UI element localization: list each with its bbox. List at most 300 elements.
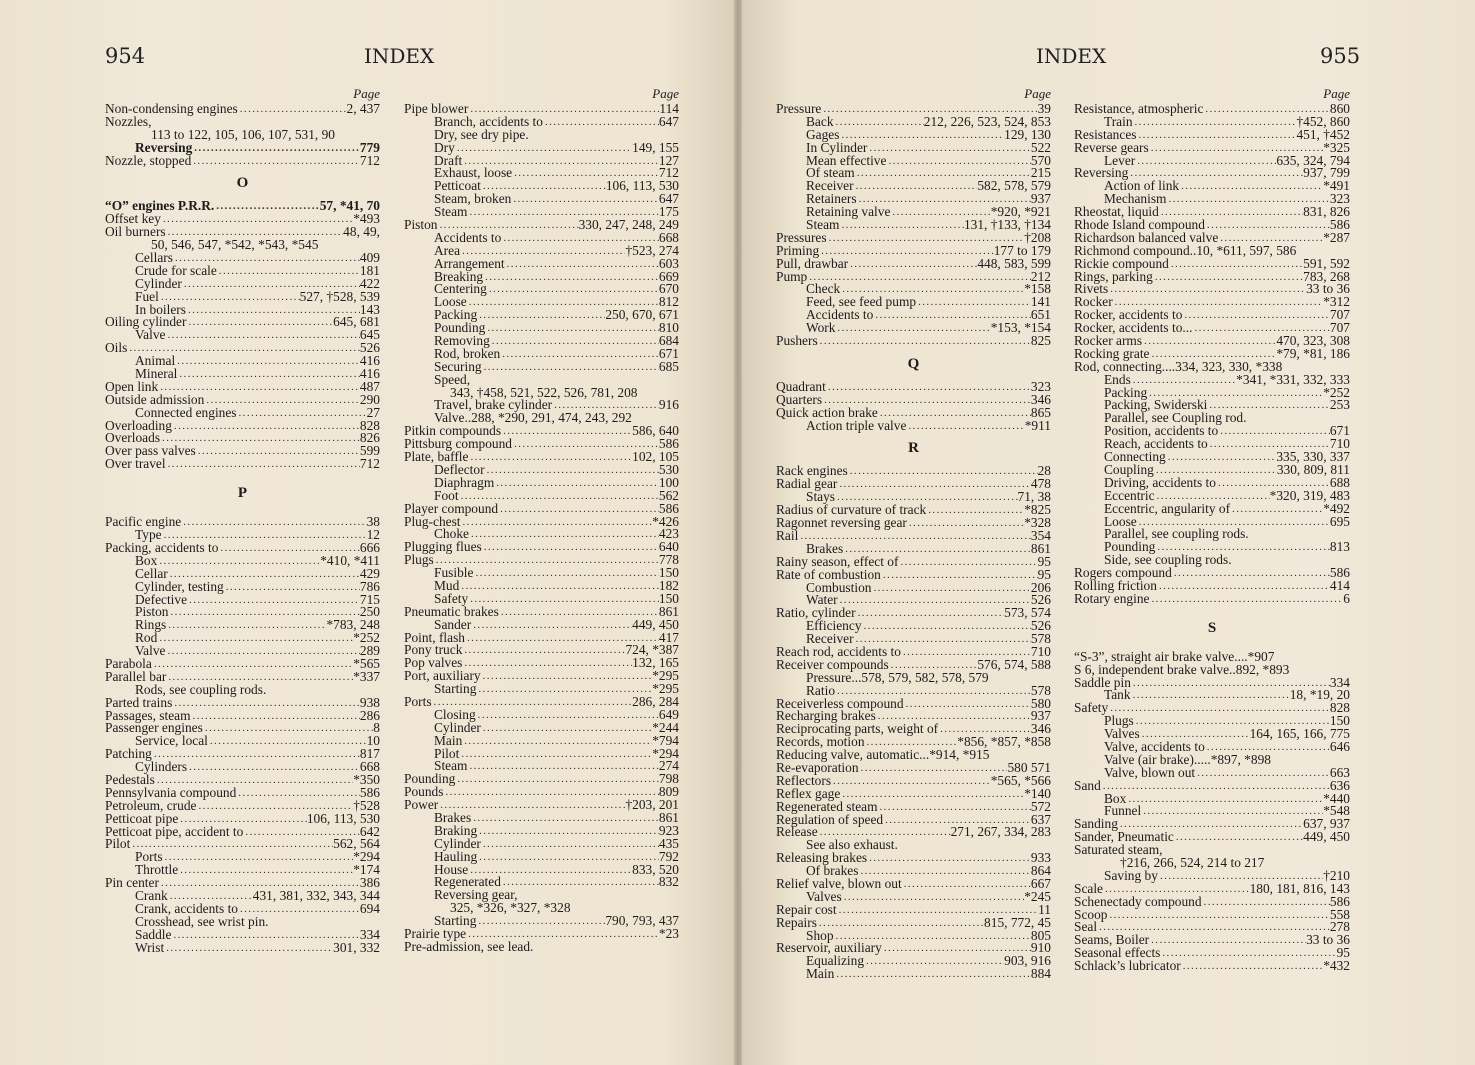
entry-term: Rotary engine: [1074, 590, 1150, 606]
entry-pages: *426: [652, 513, 679, 529]
dot-leader: [477, 309, 605, 322]
index-entry: [404, 773, 679, 786]
entry-pages: 182: [658, 577, 679, 593]
entry-pages: 582, 578, 579: [977, 178, 1051, 194]
dot-leader: [902, 878, 1031, 891]
dot-leader: [481, 670, 653, 683]
entry-term: Cylinder: [434, 719, 481, 735]
dot-leader: [834, 116, 924, 129]
entry-pages: 177 to 179: [993, 242, 1051, 258]
index-entry: [105, 329, 380, 342]
dot-leader: [490, 335, 659, 348]
entry-term: Foot: [434, 487, 459, 503]
dot-leader: [1218, 425, 1330, 438]
entry-pages: 884: [1030, 966, 1051, 982]
entry-term: Side, see coupling rods.: [1104, 552, 1232, 568]
index-entry: [776, 255, 1051, 271]
entry-term: Rod, broken: [434, 345, 501, 361]
entry-term: Funnel: [1104, 803, 1142, 819]
entry-pages: 578: [1030, 682, 1051, 698]
entry-term: Packing: [434, 307, 478, 323]
dot-leader: [831, 775, 991, 788]
entry-term: Relief valve, blown out: [776, 875, 902, 891]
entry-pages: 278: [1329, 919, 1350, 935]
entry-term: Defective: [135, 591, 188, 607]
dot-leader: [1157, 580, 1330, 593]
dot-leader: [175, 355, 360, 368]
entry-pages: *320, 319, 483: [1269, 487, 1350, 503]
section-letter: Q: [907, 355, 920, 372]
entry-pages: 712: [658, 165, 679, 181]
dot-leader: [1101, 780, 1330, 793]
entry-term: Eccentric: [1104, 487, 1155, 503]
entry-term: “O” engines P.R.R.: [105, 198, 215, 214]
entry-term: Rocker, accidents to...: [1074, 320, 1193, 336]
entry-term: Valve..288, *290, 291, 474, 243, 292: [434, 410, 632, 426]
entry-term: Rod: [135, 630, 158, 646]
entry-term: Cylinder: [135, 275, 182, 291]
dot-leader: [236, 787, 360, 800]
entry-pages: *493: [353, 211, 380, 227]
entry-pages: †523, 274: [625, 242, 679, 258]
entry-pages: 95: [1037, 566, 1051, 582]
dot-leader: [461, 516, 653, 529]
dot-leader: [500, 348, 659, 361]
index-entry: [1074, 283, 1350, 296]
entry-term: Rhode Island compound: [1074, 217, 1205, 233]
entry-term: Regulation of speed: [776, 811, 884, 827]
dot-leader: [818, 335, 1031, 348]
index-entry: [105, 939, 380, 955]
entry-term: Rheostat, liquid: [1074, 204, 1159, 220]
entry-pages: 938: [359, 694, 380, 710]
entry-term: Wrist: [135, 939, 165, 955]
entry-term: Rod, connecting....334, 323, 330, *338: [1074, 358, 1283, 374]
entry-term: Brakes: [434, 809, 472, 825]
entry-pages: 180, 181, 816, 143: [1249, 880, 1350, 896]
entry-term: Petroleum, crude: [105, 797, 197, 813]
entry-pages: 826: [359, 430, 380, 446]
entry-term: Water: [806, 592, 838, 608]
index-entry: [1074, 689, 1350, 702]
entry-pages: 527, †528, 539: [299, 288, 380, 304]
dot-leader: [469, 528, 659, 541]
dot-leader: [455, 773, 659, 786]
entry-term: Valve (air brake).....*897, *898: [1104, 751, 1271, 767]
dot-leader: [1108, 283, 1306, 296]
entry-pages: 580 571: [1007, 759, 1051, 775]
entry-pages: *295: [652, 668, 679, 684]
entry-pages: 640: [658, 539, 679, 555]
dot-leader: [498, 503, 659, 516]
entry-term: Action of link: [1104, 178, 1180, 194]
entry-term: Schenectady compound: [1074, 893, 1202, 909]
entry-term: Over pass valves: [105, 443, 196, 459]
entry-pages: *23: [658, 926, 679, 941]
entry-term: Ports: [404, 693, 432, 709]
dot-leader: [867, 142, 1031, 155]
entry-term: Position, accidents to: [1104, 423, 1219, 439]
entry-pages: 448, 583, 599: [977, 255, 1051, 271]
dot-leader: [898, 556, 1037, 569]
entry-pages: 12: [366, 527, 380, 543]
section-letter: P: [237, 485, 248, 502]
entry-term: House: [434, 861, 469, 877]
entry-term: Point, flash: [404, 629, 466, 645]
entry-pages: *410, *411: [320, 552, 380, 568]
entry-pages: 667: [1030, 875, 1051, 891]
entry-term: Tank: [1104, 687, 1131, 703]
entry-term: Ends: [1104, 371, 1131, 387]
entry-term: Valve: [135, 643, 166, 659]
entry-term: Reflectors: [776, 772, 832, 788]
section-letter: O: [236, 175, 249, 192]
entry-pages: 671: [1329, 423, 1350, 439]
entry-pages: 449, 450: [632, 616, 679, 632]
index-entry: [776, 417, 1051, 433]
dot-leader: [187, 761, 360, 774]
entry-pages: 150: [658, 590, 679, 606]
index-entry: [105, 152, 380, 168]
dot-leader: [471, 619, 632, 632]
section-letter: R: [908, 440, 919, 457]
dot-leader: [511, 193, 659, 206]
dot-leader: [886, 155, 1030, 168]
entry-pages: †210: [1323, 867, 1350, 883]
entry-term: Radius of curvature of track: [776, 502, 927, 518]
entry-pages: 668: [359, 759, 380, 775]
entry-term: Starting: [434, 913, 477, 929]
entry-term: Regenerated steam: [776, 798, 878, 814]
entry-term: Removing: [434, 333, 490, 349]
entry-pages: 48, 49,: [343, 224, 380, 240]
entry-term: Seams, Boiler: [1074, 932, 1150, 948]
entry-pages: 910: [1030, 940, 1051, 956]
entry-term: Crank, accidents to: [135, 900, 238, 916]
dot-leader: [837, 478, 1031, 491]
entry-term: Throttle: [135, 862, 179, 878]
entry-term: Coupling: [1104, 461, 1154, 477]
dot-leader: [485, 322, 659, 335]
dot-leader: [214, 200, 319, 213]
dot-leader: [871, 582, 1030, 595]
entry-term: Animal: [135, 353, 176, 369]
entry-term: Patching: [105, 746, 152, 762]
dot-leader: [1181, 960, 1323, 973]
entry-pages: 423: [658, 526, 679, 542]
entry-term: Reversing: [135, 139, 193, 155]
entry-term: Train: [1104, 113, 1133, 129]
entry-pages: 129, 130: [1004, 126, 1051, 142]
entry-pages: 809: [658, 784, 679, 800]
entry-pages: 346: [1030, 391, 1051, 407]
entry-term: Pittsburg compound: [404, 436, 513, 452]
dot-leader: [485, 464, 659, 477]
dot-leader: [916, 296, 1031, 309]
entry-term: Steam: [434, 204, 468, 220]
entry-pages: 635, 324, 794: [1276, 152, 1350, 168]
entry-term: Fuel: [135, 288, 159, 304]
index-entry: [776, 968, 1051, 981]
entry-term: Dry, see dry pipe.: [434, 126, 529, 142]
entry-pages: 599: [359, 443, 380, 459]
dot-leader: [468, 451, 632, 464]
entry-term: 113 to 122, 105, 106, 107, 531, 90: [151, 126, 335, 142]
dot-leader: [1195, 767, 1330, 780]
entry-term: Rocker arms: [1074, 333, 1143, 349]
entry-term: Recharging brakes: [776, 708, 876, 724]
dot-leader: [483, 271, 659, 284]
dot-leader: [462, 644, 625, 657]
entry-pages: 416: [359, 353, 380, 369]
entry-term: Box: [135, 552, 158, 568]
entry-term: Rocker: [1074, 294, 1113, 310]
entry-term: Saddle: [135, 926, 172, 942]
entry-term: Valve, blown out: [1104, 764, 1196, 780]
entry-term: Receiver compounds: [776, 656, 889, 672]
dot-leader: [172, 697, 360, 710]
entry-pages: 131, †133, †134: [963, 217, 1051, 233]
dot-leader: [224, 581, 360, 594]
entry-pages: 478: [1030, 476, 1051, 492]
entry-term: Releasing brakes: [776, 850, 868, 866]
entry-term: Sander: [434, 616, 472, 632]
entry-term: Prairie type: [404, 926, 467, 941]
entry-term: Receiver: [806, 178, 854, 194]
entry-term: Cylinder: [434, 835, 481, 851]
entry-pages: 573, 574: [1004, 605, 1051, 621]
entry-pages: 334: [1329, 674, 1350, 690]
entry-pages: 810: [658, 320, 679, 336]
entry-pages: 646: [1329, 738, 1350, 754]
entry-pages: 290: [359, 391, 380, 407]
entry-term: In boilers: [135, 301, 186, 317]
entry-pages: 33 to 36: [1306, 932, 1350, 948]
entry-pages: *245: [1024, 888, 1051, 904]
entry-term: Travel, brake cylinder: [434, 397, 553, 413]
entry-pages: †203, 201: [625, 797, 679, 813]
entry-pages: 710: [1329, 436, 1350, 452]
running-head: INDEX: [364, 44, 435, 68]
entry-term: Mean effective: [806, 152, 887, 168]
entry-pages: 417: [658, 629, 679, 645]
entry-term: Receiver: [806, 631, 854, 647]
dot-leader: [1169, 258, 1303, 271]
dot-leader: [172, 420, 360, 433]
entry-pages: 831, 826: [1303, 204, 1350, 220]
dot-leader: [462, 735, 652, 748]
entry-term: Pilot: [434, 745, 460, 761]
entry-pages: 576, 574, 588: [977, 656, 1051, 672]
entry-term: Plate, baffle: [404, 449, 469, 465]
entry-pages: †528: [353, 797, 380, 813]
entry-term: Pilot: [105, 836, 131, 852]
dot-leader: [166, 619, 326, 632]
index-column: [404, 88, 679, 954]
entry-pages: 828: [359, 417, 380, 433]
entry-pages: *350: [353, 771, 380, 787]
entry-pages: 712: [359, 152, 380, 168]
entry-pages: 334: [359, 926, 380, 942]
entry-pages: 580: [1030, 695, 1051, 711]
entry-pages: 805: [1030, 927, 1051, 943]
dot-leader: [462, 657, 632, 670]
entry-term: Pressure...578, 579, 582, 578, 579: [806, 669, 989, 685]
entry-term: Starting: [434, 681, 477, 697]
entry-pages: 707: [1329, 320, 1350, 336]
entry-pages: *294: [353, 849, 380, 865]
dot-leader: [459, 580, 659, 593]
entry-term: Quick action brake: [776, 404, 878, 420]
entry-pages: 860: [1329, 101, 1350, 116]
dot-leader: [834, 968, 1031, 981]
entry-term: Reach, accidents to: [1104, 436, 1208, 452]
entry-term: Area: [434, 242, 461, 258]
entry-term: Accidents to: [434, 229, 502, 245]
entry-pages: 815, 772, 45: [984, 914, 1051, 930]
entry-pages: 586: [1329, 893, 1350, 909]
page-number: 955: [1320, 44, 1361, 68]
entry-pages: *325: [1323, 139, 1350, 155]
entry-pages: 937, 799: [1303, 165, 1350, 181]
entry-pages: 114: [659, 101, 679, 116]
entry-pages: †452, 860: [1296, 113, 1350, 129]
dot-leader: [501, 425, 632, 438]
entry-term: Branch, accidents to: [434, 113, 543, 129]
dot-leader: [186, 316, 333, 329]
dot-leader: [505, 258, 659, 271]
dot-leader: [1153, 271, 1303, 284]
entry-term: Connected engines: [135, 404, 237, 420]
entry-pages: 286: [359, 707, 380, 723]
entry-term: Rocking grate: [1074, 345, 1150, 361]
dot-leader: [187, 594, 360, 607]
entry-pages: 431, 381, 332, 343, 344: [252, 887, 380, 903]
entry-pages: 645: [359, 327, 380, 343]
entry-pages: 102, 105: [632, 449, 679, 465]
dot-leader: [177, 368, 360, 381]
entry-term: Nozzles,: [105, 113, 152, 129]
entry-term: S 6, independent brake valve..892, *893: [1074, 661, 1290, 677]
entry-term: Steam: [806, 217, 840, 233]
dot-leader: [1166, 451, 1277, 464]
dot-leader: [864, 955, 1004, 968]
entry-term: Oils: [105, 340, 128, 356]
entry-pages: 8: [373, 720, 380, 736]
entry-term: Ratio: [806, 682, 836, 698]
entry-term: Release: [776, 824, 818, 840]
entry-term: Rickie compound: [1074, 255, 1169, 271]
dot-leader: [862, 620, 1031, 633]
dot-leader: [476, 915, 605, 928]
entry-pages: 11: [1038, 901, 1051, 917]
dot-leader: [1126, 793, 1323, 806]
entry-pages: 522: [1030, 139, 1051, 155]
entry-pages: 132, 165: [632, 655, 679, 671]
entry-pages: *294: [652, 745, 679, 761]
dot-leader: [1202, 896, 1330, 909]
entry-term: Reverse gears: [1074, 139, 1149, 155]
entry-pages: *341, *331, 332, 333: [1236, 371, 1350, 387]
entry-pages: 586: [658, 500, 679, 516]
entry-pages: 39: [1037, 101, 1051, 116]
entry-term: Radial gear: [776, 476, 838, 492]
entry-term: Pedestals: [105, 771, 155, 787]
entry-pages: 330, 809, 811: [1276, 461, 1350, 477]
entry-term: Schlack’s lubricator: [1074, 958, 1181, 974]
entry-pages: 923: [658, 822, 679, 838]
entry-pages: *491: [1323, 178, 1350, 194]
entry-term: Pressures: [776, 229, 827, 245]
dot-leader: [501, 876, 659, 889]
index-column: [105, 88, 380, 954]
entry-term: “S-3”, straight air brake valve....*907: [1074, 648, 1275, 664]
entry-term: Rate of combustion: [776, 566, 881, 582]
entry-pages: *492: [1323, 500, 1350, 516]
entry-pages: 647: [658, 191, 679, 207]
entry-pages: *158: [1024, 281, 1051, 297]
entry-term: Overloading: [105, 417, 172, 433]
entry-term: Type: [135, 527, 162, 543]
entry-term: Reach rod, accidents to: [776, 643, 901, 659]
dot-leader: [1179, 180, 1323, 193]
index-entry: [105, 458, 380, 471]
entry-pages: 671: [658, 345, 679, 361]
dot-leader: [467, 760, 658, 773]
index-entry: [1074, 960, 1350, 973]
entry-pages: 792: [658, 848, 679, 864]
entry-term: Cellar: [135, 565, 168, 581]
entry-pages: 712: [359, 456, 380, 472]
entry-term: Open link: [105, 378, 159, 394]
dot-leader: [842, 891, 1025, 904]
entry-term: Sander, Pneumatic: [1074, 829, 1174, 845]
entry-pages: 346: [1030, 721, 1051, 737]
dot-leader: [859, 762, 1008, 775]
entry-pages: 487: [359, 378, 380, 394]
entry-term: Closing: [434, 706, 476, 722]
right-page: [738, 0, 1475, 1065]
entry-pages: 95: [1336, 945, 1350, 961]
entry-term: Pre-admission, see lead.: [404, 938, 534, 954]
entry-term: Quarters: [776, 391, 823, 407]
entry-pages: *244: [652, 719, 679, 735]
entry-pages: *911: [1024, 417, 1051, 433]
entry-term: Lever: [1104, 152, 1136, 168]
entry-pages: 663: [1329, 764, 1350, 780]
dot-leader: [1182, 309, 1330, 322]
dot-leader: [1149, 934, 1306, 947]
entry-pages: 903, 916: [1004, 953, 1051, 969]
entry-term: Quadrant: [776, 378, 826, 394]
dot-leader: [867, 852, 1031, 865]
entry-term: Exhaust, loose: [434, 165, 513, 181]
dot-leader: [838, 594, 1031, 607]
entry-term: Feed, see feed pump: [806, 294, 917, 310]
entry-pages: 10: [366, 733, 380, 749]
entry-term: Driving, accidents to: [1104, 474, 1216, 490]
entry-pages: 175: [658, 204, 679, 220]
entry-term: Rogers compound: [1074, 565, 1172, 581]
entry-pages: 833, 520: [632, 861, 679, 877]
entry-pages: 215: [1030, 165, 1051, 181]
entry-term: Hauling: [434, 848, 478, 864]
entry-pages: 141: [1030, 294, 1051, 310]
entry-pages: 253: [1329, 397, 1350, 413]
entry-pages: 558: [1329, 906, 1350, 922]
entry-pages: 715: [359, 591, 380, 607]
entry-pages: 586: [1329, 565, 1350, 581]
